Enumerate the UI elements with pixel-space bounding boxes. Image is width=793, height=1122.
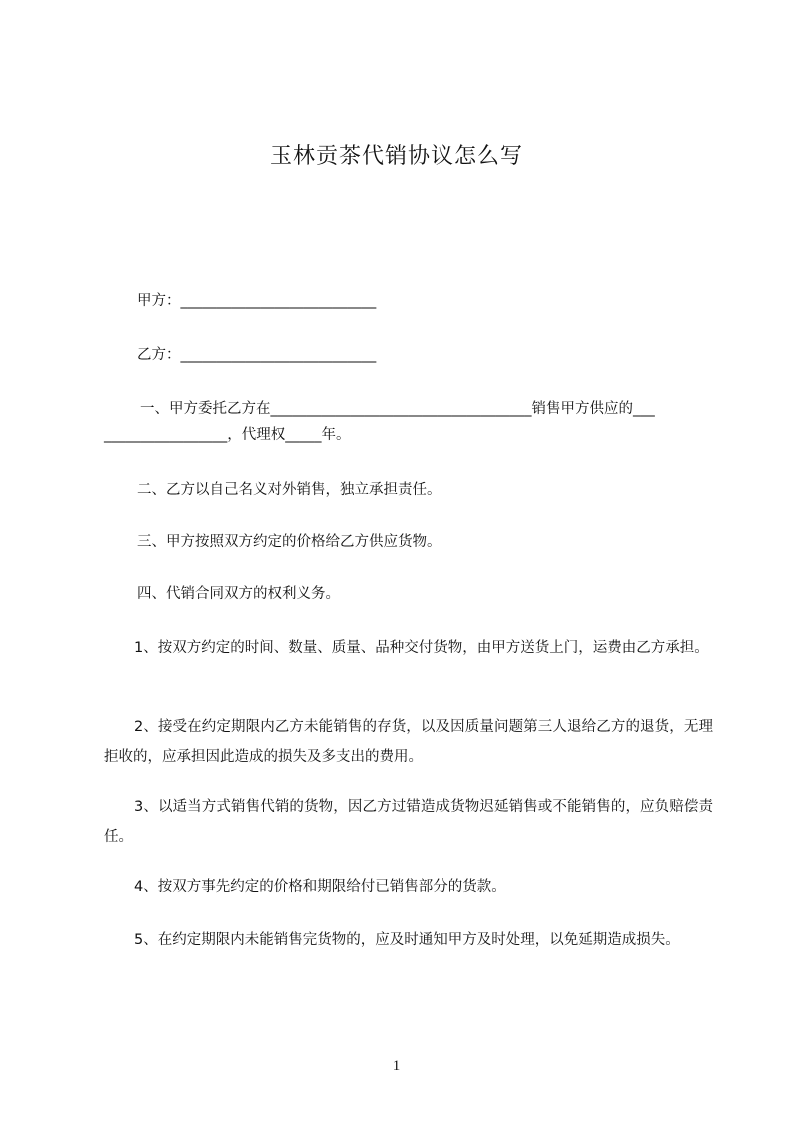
party-b-line: 乙方：___________________________ bbox=[137, 347, 377, 363]
party-a-line: 甲方：___________________________ bbox=[137, 293, 377, 309]
item-1-text: 1、按双方约定的时间、数量、质量、品种交付货物，由甲方送货上门，运费由乙方承担。 bbox=[134, 640, 709, 656]
document-title: 玉林贡茶代销协议怎么写 bbox=[269, 144, 523, 169]
item-1 bbox=[104, 633, 713, 663]
item-3 bbox=[104, 792, 713, 852]
item-3-text: 3、以适当方式销售代销的货物，因乙方过错造成货物迟延销售或不能销售的，应负赔偿责任。 bbox=[104, 799, 713, 845]
clause-4: 四、代销合同双方的权利义务。 bbox=[137, 586, 340, 602]
item-2-text: 2、接受在约定期限内乙方未能销售的存货，以及因质量问题第三人退给乙方的退货，无理拒收的，应承担因此造成的损失及多支出的费用。 bbox=[104, 719, 713, 765]
item-4: 4、按双方事先约定的价格和期限给付已销售部分的货款。 bbox=[134, 879, 506, 895]
clause-1-line-2: _________________，代理权_____年。 bbox=[104, 427, 351, 443]
clause-2: 二、乙方以自己名义对外销售，独立承担责任。 bbox=[137, 482, 442, 498]
clause-1-line-1: 一、甲方委托乙方在____________________________________销售甲方供应的___ bbox=[140, 401, 655, 417]
item-5-text: 5、在约定期限内未能销售完货物的，应及时通知甲方及时处理，以免延期造成损失。 bbox=[134, 932, 680, 948]
page-number: 1 bbox=[392, 1058, 401, 1074]
item-5 bbox=[104, 925, 713, 955]
clause-3: 三、甲方按照双方约定的价格给乙方供应货物。 bbox=[137, 534, 442, 550]
item-2 bbox=[104, 712, 713, 772]
